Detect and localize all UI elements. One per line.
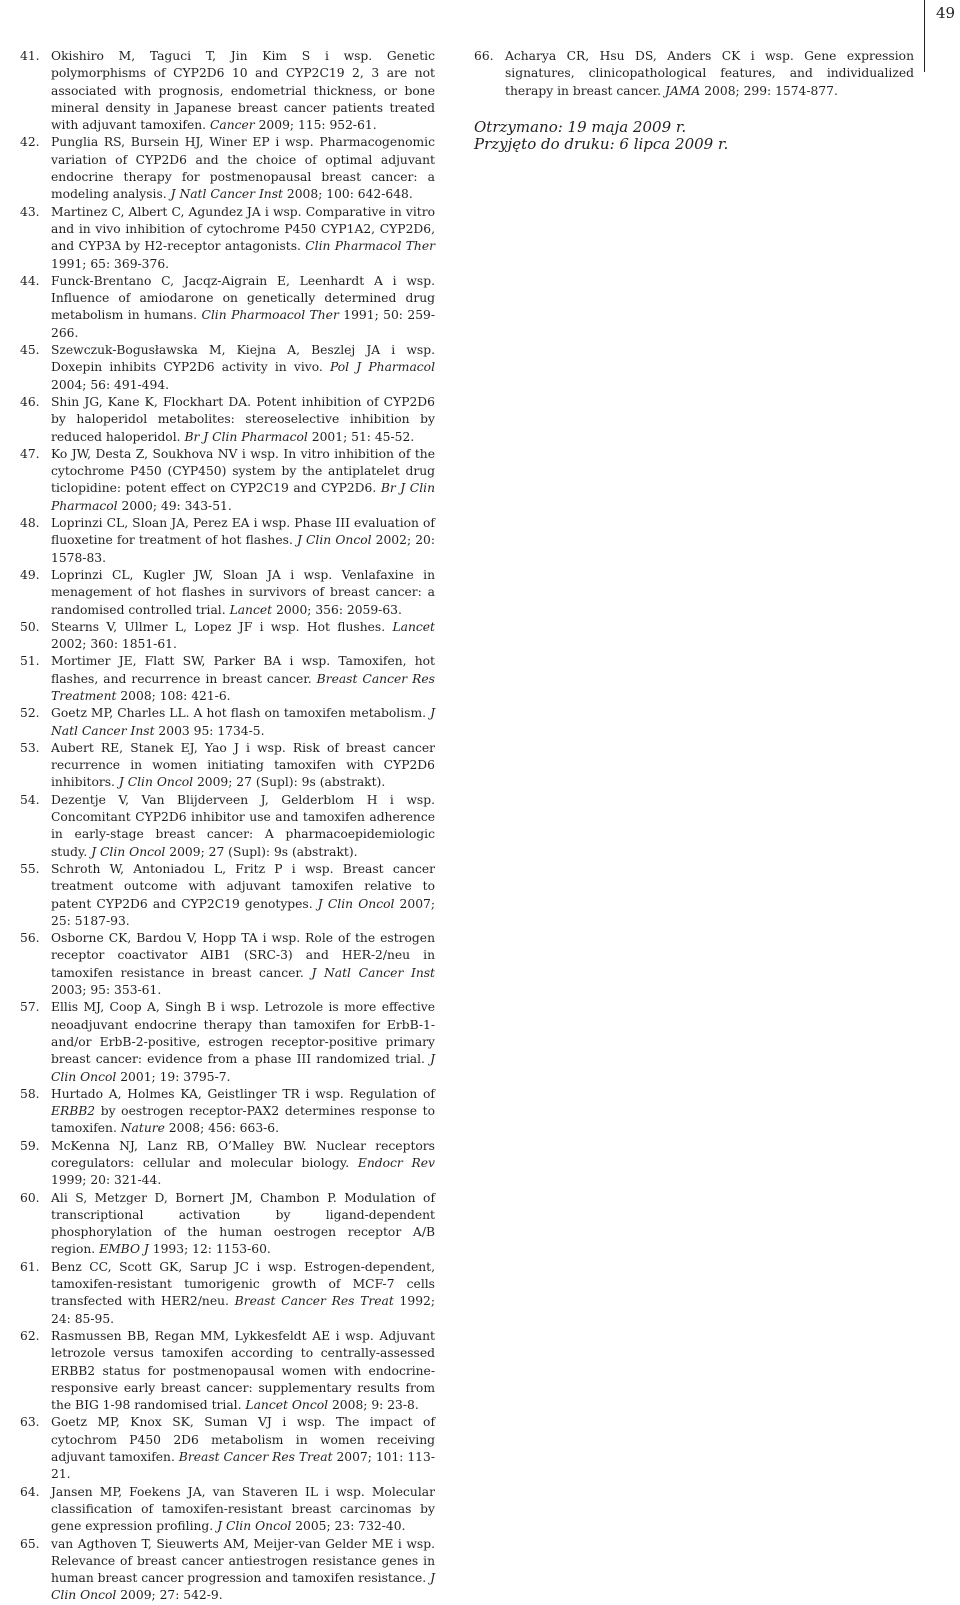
reference-number: 59. xyxy=(20,1138,40,1153)
reference-number: 43. xyxy=(20,204,40,219)
reference-text: 2009; 115: 952-61. xyxy=(254,118,377,133)
reference-journal: J Natl Cancer Inst xyxy=(311,965,435,980)
reference-text: Goetz MP, Charles LL. A hot flash on tamoxifen metabolism. xyxy=(51,706,431,721)
reference-number: 58. xyxy=(20,1086,40,1101)
references-right-list xyxy=(474,48,914,100)
reference-journal: J Clin Oncol xyxy=(118,775,194,790)
reference-text: 2000; 356: 2059-63. xyxy=(272,602,402,617)
reference-journal: Lancet xyxy=(229,602,273,617)
reference-text: Jansen MP, Foekens JA, van Staveren IL i wsp. Molecular classification of tamoxifen-resistant breast carcinomas by gene expression profiling. xyxy=(51,1484,435,1534)
reference-number: 50. xyxy=(20,619,40,634)
reference-text: Rasmussen BB, Regan MM, Lykkesfeldt AE i wsp. Adjuvant letrozole versus tamoxifen according to centrally-assessed ERBB2 status for postmenopausal women with endocrine-responsive early breast cancer: supplementary results from the BIG 1-98 randomised trial. xyxy=(51,1328,435,1413)
reference-text: 2002; 20: 1578-83. xyxy=(51,533,435,565)
reference-journal: Clin Pharmoacol Ther xyxy=(201,308,339,323)
reference-text: Loprinzi CL, Kugler JW, Sloan JA i wsp. Venlafaxine in menagement of hot flashes in survivors of breast cancer: a randomised controlled trial. xyxy=(51,567,435,617)
received-date: Otrzymano: 19 maja 2009 r. xyxy=(474,117,687,136)
reference-journal: ERBB2 xyxy=(51,1104,96,1119)
reference-journal: J Clin Oncol xyxy=(217,1519,292,1534)
reference-text: Acharya CR, Hsu DS, Anders CK i wsp. Gene expression signatures, clinicopathological features, and individualized therapy in breast cancer. xyxy=(505,49,914,98)
reference-item xyxy=(20,999,435,1085)
reference-item xyxy=(20,204,435,273)
reference-item xyxy=(20,48,435,134)
reference-journal: Cancer xyxy=(209,118,255,133)
reference-number: 48. xyxy=(20,516,40,531)
references-left-column xyxy=(20,48,435,1605)
reference-text: 2008; 456: 663-6. xyxy=(164,1121,280,1136)
reference-text: 2001; 51: 45-52. xyxy=(307,429,415,444)
accepted-date: Przyjęto do druku: 6 lipca 2009 r. xyxy=(474,135,729,154)
references-right-column xyxy=(474,48,914,154)
reference-text: 2005; 23: 732-40. xyxy=(291,1519,406,1534)
reference-item xyxy=(20,134,435,203)
reference-text: Aubert RE, Stanek EJ, Yao J i wsp. Risk of breast cancer recurrence in women initiating tamoxifen with CYP2D6 inhibitors. xyxy=(51,740,435,790)
reference-journal: Lancet Oncol xyxy=(245,1398,329,1413)
reference-journal: J Clin Oncol xyxy=(51,1571,435,1603)
reference-item xyxy=(20,567,435,619)
reference-text: 2002; 360: 1851-61. xyxy=(51,637,177,652)
reference-text: 2008; 100: 642-648. xyxy=(282,187,413,202)
reference-text: 2009; 27 (Supl): 9s (abstrakt). xyxy=(193,775,386,790)
reference-item xyxy=(20,1259,435,1328)
reference-item xyxy=(20,619,435,654)
reference-item xyxy=(20,1138,435,1190)
reference-journal: Breast Cancer Res Treatment xyxy=(51,671,435,703)
reference-number: 64. xyxy=(20,1484,40,1499)
reference-text: Hurtado A, Holmes KA, Geistlinger TR i wsp. Regulation of xyxy=(51,1086,435,1101)
reference-item xyxy=(20,1414,435,1483)
reference-number: 65. xyxy=(20,1536,40,1551)
reference-text: McKenna NJ, Lanz RB, O’Malley BW. Nuclear receptors coregulators: cellular and molecular biology. xyxy=(51,1138,435,1170)
reference-journal: J Clin Oncol xyxy=(51,1052,435,1084)
reference-text: Schroth W, Antoniadou L, Fritz P i wsp. Breast cancer treatment outcome with adjuvant tamoxifen relative to patent CYP2D6 and CYP2C19 genotypes. xyxy=(51,861,435,911)
reference-number: 52. xyxy=(20,706,40,721)
reference-item xyxy=(20,1484,435,1536)
reference-text: Punglia RS, Bursein HJ, Winer EP i wsp. Pharmacogenomic variation of CYP2D6 and the choice of optimal adjuvant endocrine therapy for postmenopausal breast cancer: a modeling analysis. xyxy=(51,135,435,202)
reference-item xyxy=(20,342,435,394)
reference-number: 54. xyxy=(20,792,40,807)
reference-journal: Clin Pharmacol Ther xyxy=(305,239,435,254)
reference-text: Osborne CK, Bardou V, Hopp TA i wsp. Role of the estrogen receptor coactivator AIB1 (SRC-3) and HER-2/neu in tamoxifen resistance in breast cancer. xyxy=(51,931,435,980)
reference-text: 2007; 25: 5187-93. xyxy=(51,896,435,928)
reference-number: 62. xyxy=(20,1328,40,1343)
reference-number: 61. xyxy=(20,1259,40,1274)
reference-number: 56. xyxy=(20,931,40,946)
reference-number: 45. xyxy=(20,343,40,358)
reference-text: 2001; 19: 3795-7. xyxy=(116,1069,231,1084)
reference-text: 1999; 20: 321-44. xyxy=(51,1173,162,1188)
reference-text: 1992; 24: 85-95. xyxy=(51,1294,435,1326)
reference-journal: EMBO J xyxy=(99,1242,149,1257)
reference-journal: J Clin Oncol xyxy=(317,896,395,911)
reference-item xyxy=(20,394,435,446)
reference-number: 42. xyxy=(20,135,40,150)
reference-journal: Lancet xyxy=(392,619,435,634)
reference-text: Mortimer JE, Flatt SW, Parker BA i wsp. Tamoxifen, hot flashes, and recurrence in breast cancer. xyxy=(51,654,435,686)
reference-text: Benz CC, Scott GK, Sarup JC i wsp. Estrogen-dependent, tamoxifen-resistant tumorigenic growth of MCF-7 cells transfected with HER2/neu. xyxy=(51,1259,435,1309)
reference-text: by oestrogen receptor-PAX2 determines response to tamoxifen. xyxy=(51,1104,435,1136)
reference-item xyxy=(474,48,914,100)
reference-journal: J Natl Cancer Inst xyxy=(170,187,283,202)
reference-item xyxy=(20,273,435,342)
reference-journal: Breast Cancer Res Treat xyxy=(178,1450,333,1465)
reference-journal: JAMA xyxy=(665,83,701,98)
reference-number: 41. xyxy=(20,49,40,63)
reference-item xyxy=(20,1536,435,1605)
reference-text: Ko JW, Desta Z, Soukhova NV i wsp. In vitro inhibition of the cytochrome P450 (CYP450) system by the antiplatelet drug ticlopidine: potent effect on CYP2C19 and CYP2D6. xyxy=(51,446,435,496)
reference-text: Goetz MP, Knox SK, Suman VJ i wsp. The impact of cytochrom P450 2D6 metabolism in women receiving adjuvant tamoxifen. xyxy=(51,1415,435,1465)
reference-number: 49. xyxy=(20,567,40,582)
reference-item xyxy=(20,930,435,999)
reference-number: 51. xyxy=(20,654,40,669)
reference-item xyxy=(20,515,435,567)
header-rule xyxy=(924,0,925,72)
reference-number: 44. xyxy=(20,273,40,288)
reference-text: 2003 95: 1734-5. xyxy=(154,723,265,738)
reference-text: Okishiro M, Taguci T, Jin Kim S i wsp. Genetic polymorphisms of CYP2D6 10 and CYP2C19 2, 3 are not associated with prognosis, endometrial thickness, or bone mineral density in Japanese breast cancer patients treated with adjuvant tamoxifen. xyxy=(51,49,435,133)
reference-item xyxy=(20,792,435,861)
reference-journal: Endocr Rev xyxy=(357,1156,435,1170)
reference-item xyxy=(20,740,435,792)
reference-number: 47. xyxy=(20,446,40,461)
reference-journal: Br J Clin Pharmacol xyxy=(51,481,435,513)
reference-text: 2009; 27: 542-9. xyxy=(116,1588,223,1603)
reference-journal: Br J Clin Pharmacol xyxy=(184,429,308,444)
submission-dates xyxy=(474,119,914,154)
reference-text: 2008; 299: 1574-877. xyxy=(700,83,838,98)
reference-text: Loprinzi CL, Sloan JA, Perez EA i wsp. Phase III evaluation of fluoxetine for treatment of hot flashes. xyxy=(51,516,435,548)
reference-text: 2008; 108: 421-6. xyxy=(116,688,231,703)
reference-journal: Pol J Pharmacol xyxy=(329,360,436,375)
reference-text: Stearns V, Ullmer L, Lopez JF i wsp. Hot flushes. xyxy=(51,619,393,634)
reference-item xyxy=(20,1086,435,1138)
reference-number: 46. xyxy=(20,394,40,409)
reference-number: 53. xyxy=(20,740,40,755)
reference-text: Martinez C, Albert C, Agundez JA i wsp. Comparative in vitro and in vivo inhibition of cytochrome P450 CYP1A2, CYP2D6, and CYP3A by H2-receptor antagonists. xyxy=(51,204,435,254)
reference-number: 57. xyxy=(20,1000,40,1015)
reference-journal: J Clin Oncol xyxy=(296,533,372,548)
reference-text: 2008; 9: 23-8. xyxy=(328,1398,419,1413)
reference-text: 2009; 27 (Supl): 9s (abstrakt). xyxy=(165,844,358,859)
reference-item xyxy=(20,446,435,515)
page-number: 49 xyxy=(936,4,956,22)
reference-text: Dezentje V, Van Blijderveen J, Gelderblom H i wsp. Concomitant CYP2D6 inhibitor use and tamoxifen adherence in early-stage breast cancer: A pharmacoepidemiologic study. xyxy=(51,792,435,859)
reference-text: 1991; 50: 259-266. xyxy=(51,308,436,340)
reference-text: 2004; 56: 491-494. xyxy=(51,377,170,392)
reference-journal: Breast Cancer Res Treat xyxy=(234,1294,394,1309)
reference-text: Ellis MJ, Coop A, Singh B i wsp. Letrozole is more effective neoadjuvant endocrine therapy than tamoxifen for ErbB-1- and/or ErbB-2-positive, estrogen receptor-positive primary breast cancer: evidence from a phase III randomized trial. xyxy=(51,1000,435,1067)
reference-text: 2003; 95: 353-61. xyxy=(51,983,162,998)
reference-text: 2007; 101: 113-21. xyxy=(51,1450,435,1482)
reference-text: Shin JG, Kane K, Flockhart DA. Potent inhibition of CYP2D6 by haloperidol metabolites: stereoselective inhibition by reduced haloperidol. xyxy=(51,394,435,444)
reference-journal: J Natl Cancer Inst xyxy=(51,706,435,738)
reference-item xyxy=(20,1328,435,1414)
reference-journal: J Clin Oncol xyxy=(91,844,166,859)
reference-number: 60. xyxy=(20,1190,40,1205)
reference-number: 66. xyxy=(474,49,494,63)
reference-journal: Nature xyxy=(120,1121,165,1136)
reference-item xyxy=(20,705,435,740)
reference-text: van Agthoven T, Sieuwerts AM, Meijer-van Gelder ME i wsp. Relevance of breast cancer antiestrogen resistance genes in human breast cancer progression and tamoxifen resistance. xyxy=(51,1536,435,1586)
reference-item xyxy=(20,1190,435,1259)
reference-item xyxy=(20,653,435,705)
reference-text: 1993; 12: 1153-60. xyxy=(148,1242,271,1257)
reference-text: 2000; 49: 343-51. xyxy=(117,498,232,513)
reference-text: Szewczuk-Bogusławska M, Kiejna A, Beszlej JA i wsp. Doxepin inhibits CYP2D6 activity in vivo. xyxy=(51,343,435,375)
reference-item xyxy=(20,861,435,930)
reference-text: Ali S, Metzger D, Bornert JM, Chambon P. Modulation of transcriptional activation by ligand-dependent phosphorylation of the human oestrogen receptor A/B region. xyxy=(51,1190,435,1257)
reference-text: 1991; 65: 369-376. xyxy=(51,256,170,271)
reference-number: 63. xyxy=(20,1415,40,1430)
reference-text: Funck-Brentano C, Jacqz-Aigrain E, Leenhardt A i wsp. Influence of amiodarone on genetically determined drug metabolism in humans. xyxy=(51,273,435,323)
reference-number: 55. xyxy=(20,861,40,876)
